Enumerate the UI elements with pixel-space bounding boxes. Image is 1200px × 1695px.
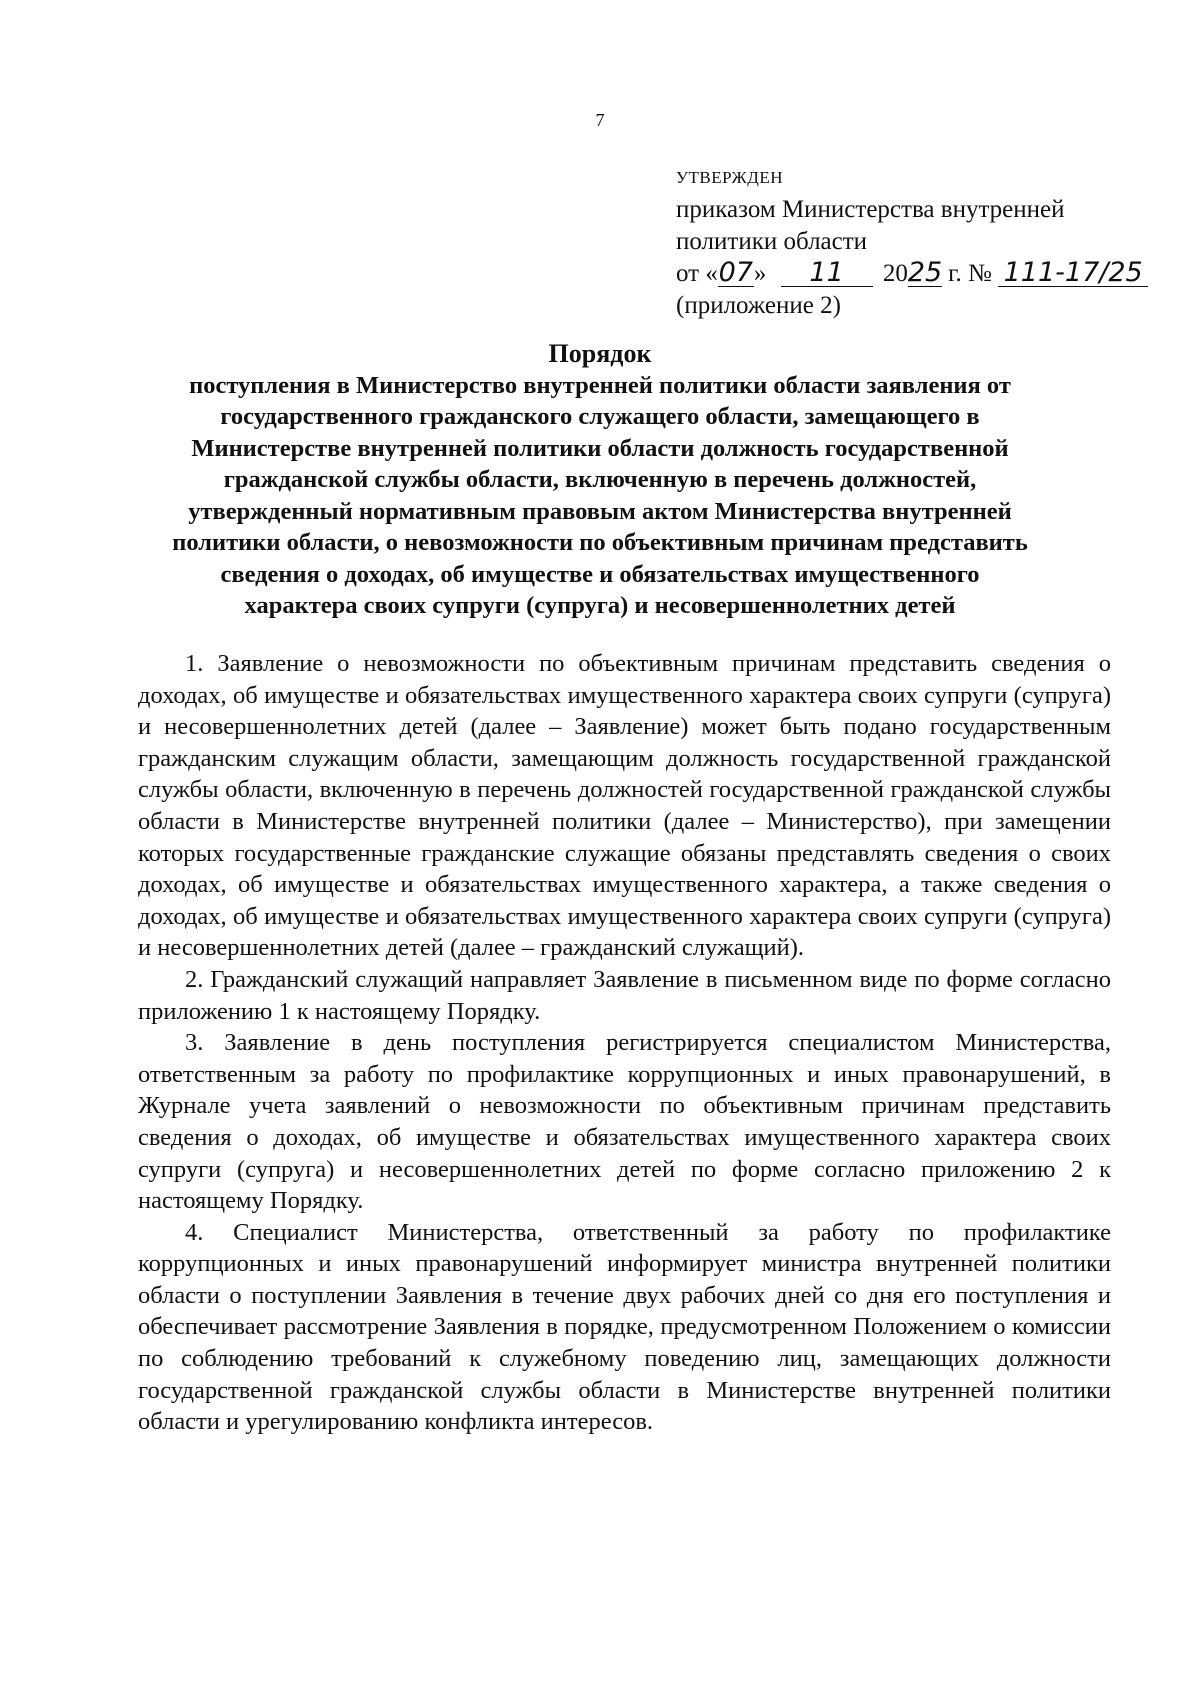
paragraph-4: 4. Специалист Министерства, ответственный за работу по профилактике коррупционных и иных правонарушений информирует министра внутренней политики области о поступлении Заявления в течение двух рабочих дней со дня его поступления и обеспечивает рассмотрение Заявления в порядке, предусмотренном Положением о комиссии по соблюдению требований к служебному поведению лиц, замещающих должности государственной гражданской службы области в Министерстве внутренней политики области и урегулированию конфликта интересов.	[138, 1218, 1111, 1436]
title-line: Министерстве внутренней политики области должность государственной	[191, 434, 1009, 462]
approval-line-1: приказом Министерства внутренней	[676, 196, 1065, 223]
title-line: характера своих супруги (супруга) и несовершеннолетних детей	[244, 592, 956, 619]
title-line: поступления в Министерство внутренней политики области заявления от	[189, 371, 1011, 399]
handwritten-day: 07	[718, 257, 754, 288]
document-title	[100, 338, 1100, 622]
page-number: 7	[595, 110, 605, 130]
approval-appendix: (приложение 2)	[676, 292, 841, 319]
approval-status: УТВЕРЖДЕН	[676, 168, 783, 187]
title-line: сведения о доходах, об имуществе и обязательствах имущественного	[220, 560, 980, 588]
paragraph-1: 1. Заявление о невозможности по объективным причинам представить сведения о доходах, об имуществе и обязательствах имущественного характера своих супруги (супруга) и несовершеннолетних детей (далее – Заявление) может быть подано государственным гражданским служащим области, замещающим должность государственной гражданской службы области, включенную в перечень должностей государственной гражданской службы области в Министерстве внутренней политики (далее – Министерство), при замещении которых государственные гражданские служащие обязаны представлять сведения о своих доходах, об имуществе и обязательствах имущественного характера, а также сведения о доходах, об имуществе и обязательствах имущественного характера своих супруги (супруга) и несовершеннолетних детей (далее – гражданский служащий).	[138, 650, 1111, 962]
approval-line-2: политики области	[676, 228, 868, 255]
year-prefix: 20	[882, 260, 908, 287]
handwritten-month: 11	[781, 260, 873, 287]
handwritten-year: 25	[907, 257, 943, 288]
title-line: политики области, о невозможности по объективным причинам представить	[172, 529, 1028, 556]
date-prefix: от «	[676, 260, 718, 287]
title-line: гражданской службы области, включенную в перечень должностей,	[223, 466, 977, 493]
paragraph-3: 3. Заявление в день поступления регистрируется специалистом Министерства, ответственным за работу по профилактике коррупционных и иных правонарушений, в Журнале учета заявлений о невозможности по объективным причинам представить сведения о доходах, об имуществе и обязательствах имущественного характера своих супруги (супруга) и несовершеннолетних детей по форме согласно приложению 2 к настоящему Порядку.	[138, 1029, 1111, 1215]
paragraph-2: 2. Гражданский служащий направляет Заявление в письменном виде по форме согласно приложению 1 к настоящему Порядку.	[138, 965, 1111, 1025]
handwritten-order-number: 111-17/25	[998, 260, 1148, 287]
title-line: утвержденный нормативным правовым актом Министерства внутренней	[188, 497, 1012, 525]
number-label: г. №	[941, 260, 999, 287]
title-line: государственного гражданского служащего области, замещающего в	[220, 403, 980, 430]
approval-date-line	[676, 258, 1156, 290]
document-body	[138, 648, 1111, 1438]
title-heading: Порядок	[548, 339, 652, 368]
approval-stamp	[676, 162, 1156, 322]
quote-close: »	[753, 260, 767, 287]
